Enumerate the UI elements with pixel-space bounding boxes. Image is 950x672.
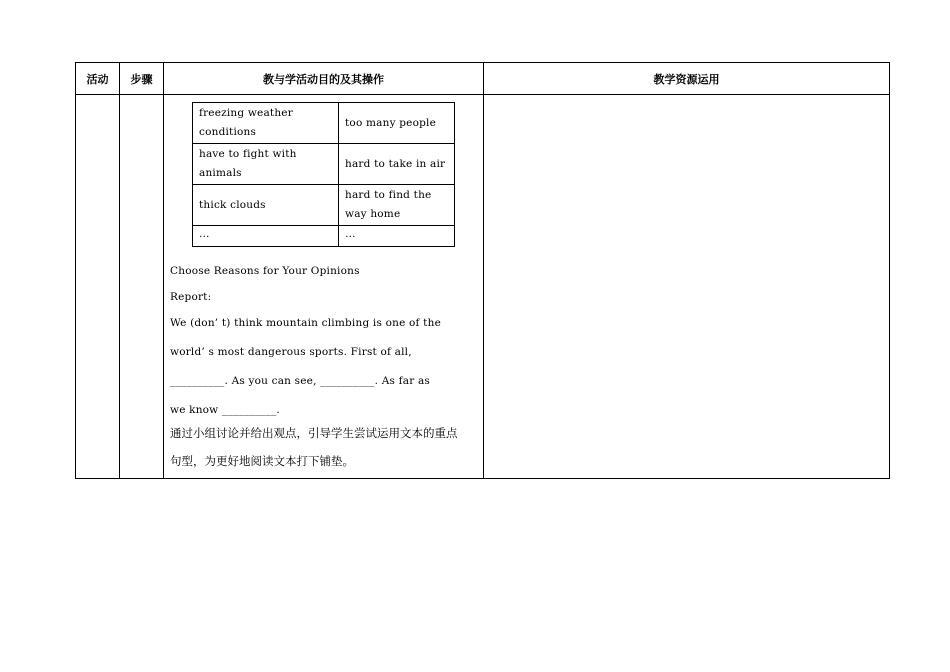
purpose-cell xyxy=(164,95,484,479)
reason-cell: freezing weather conditions xyxy=(193,103,339,144)
report-line: __________. As you can see, __________. As far as xyxy=(170,375,431,387)
lesson-plan-table xyxy=(75,62,890,479)
reason-cell: … xyxy=(193,226,339,247)
reasons-row xyxy=(193,226,455,247)
reasons-table xyxy=(192,102,455,247)
report-label: Report: xyxy=(170,291,212,303)
report-line: we know __________. xyxy=(170,404,280,416)
resources-cell xyxy=(484,95,890,479)
reason-cell: too many people xyxy=(339,103,455,144)
reason-cell: thick clouds xyxy=(193,185,339,226)
chinese-note: 句型，为更好地阅读文本打下铺垫。 xyxy=(170,454,354,468)
content-row xyxy=(76,95,890,479)
choose-heading: Choose Reasons for Your Opinions xyxy=(170,265,360,277)
reason-cell: hard to take in air xyxy=(339,144,455,185)
reason-cell: have to fight with animals xyxy=(193,144,339,185)
header-step: 步骤 xyxy=(120,63,164,95)
reasons-row xyxy=(193,103,455,144)
header-row xyxy=(76,63,890,95)
activity-cell xyxy=(76,95,120,479)
reason-cell: hard to find the way home xyxy=(339,185,455,226)
report-line: We (don’ t) think mountain climbing is one of the xyxy=(170,317,441,329)
step-cell xyxy=(120,95,164,479)
header-resources: 教学资源运用 xyxy=(484,63,890,95)
chinese-note: 通过小组讨论并给出观点，引导学生尝试运用文本的重点 xyxy=(170,426,458,440)
report-line: world’ s most dangerous sports. First of all, xyxy=(170,346,412,358)
reason-cell: … xyxy=(339,226,455,247)
reasons-row xyxy=(193,185,455,226)
reasons-row xyxy=(193,144,455,185)
header-purpose: 教与学活动目的及其操作 xyxy=(164,63,484,95)
header-activity: 活动 xyxy=(76,63,120,95)
